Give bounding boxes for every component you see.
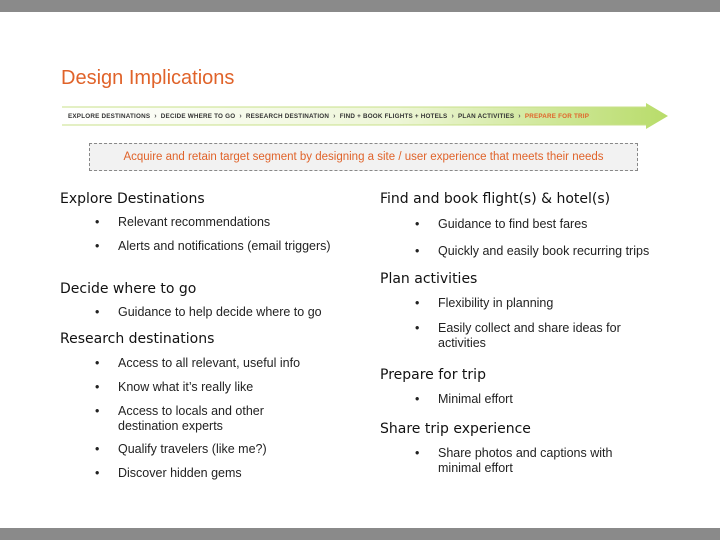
chevron-right-icon: ›	[154, 112, 157, 120]
heading-explore: Explore Destinations	[60, 191, 205, 207]
list-item: • Access to locals and other destination experts	[95, 404, 264, 433]
bottom-bar	[0, 528, 720, 540]
bullet-icon: •	[415, 244, 420, 258]
list-item: • Relevant recommendations	[95, 215, 271, 229]
section-decide	[60, 280, 360, 320]
section-plan	[380, 270, 700, 351]
section-explore	[60, 190, 360, 254]
list-share	[380, 446, 700, 476]
heading-share: Share trip experience	[380, 421, 531, 437]
list-prepare	[380, 392, 700, 407]
list-item: • Guidance to find best fares	[415, 217, 588, 231]
bullet-icon: •	[415, 296, 420, 310]
bullet-icon: •	[415, 321, 420, 335]
step-prepare: PREPARE FOR TRIP	[524, 112, 590, 120]
heading-research: Research destinations	[60, 331, 215, 347]
list-item: • Alerts and notifications (email triggers)	[95, 239, 331, 253]
list-item: • Easily collect and share ideas for activities	[415, 321, 621, 350]
step-decide: DECIDE WHERE TO GO	[160, 112, 236, 120]
bullet-icon: •	[95, 380, 100, 394]
list-item: • Share photos and captions with minimal effort	[415, 446, 613, 475]
top-bar	[0, 0, 720, 12]
section-book	[380, 190, 700, 259]
heading-prepare: Prepare for trip	[380, 367, 486, 383]
section-share	[380, 420, 700, 476]
heading-decide: Decide where to go	[60, 281, 197, 297]
step-plan: PLAN ACTIVITIES	[457, 112, 515, 120]
bullet-icon: •	[95, 466, 100, 480]
goal-text: Acquire and retain target segment by designing a site / user experience that meets their needs	[123, 151, 604, 163]
heading-plan: Plan activities	[380, 271, 478, 287]
list-item: • Flexibility in planning	[415, 296, 554, 310]
list-research	[60, 356, 360, 481]
list-item: • Know what it’s really like	[95, 380, 254, 394]
bullet-icon: •	[95, 305, 100, 319]
heading-book: Find and book flight(s) & hotel(s)	[380, 191, 611, 207]
step-research: RESEARCH DESTINATION	[245, 112, 330, 120]
bullet-icon: •	[95, 215, 100, 229]
bullet-icon: •	[95, 356, 100, 370]
chevron-right-icon: ›	[239, 112, 242, 120]
list-item: • Guidance to help decide where to go	[95, 305, 322, 319]
bullet-icon: •	[415, 446, 420, 460]
list-explore	[60, 215, 360, 254]
list-plan	[380, 296, 700, 351]
list-item: • Access to all relevant, useful info	[95, 356, 301, 370]
bullet-icon: •	[415, 392, 420, 406]
list-item: • Discover hidden gems	[95, 466, 242, 480]
bullet-icon: •	[415, 217, 420, 231]
journey-arrow	[62, 103, 668, 129]
list-decide	[60, 305, 360, 320]
chevron-right-icon: ›	[333, 112, 336, 120]
list-item: • Qualify travelers (like me?)	[95, 442, 267, 456]
section-research	[60, 330, 360, 481]
bullet-icon: •	[95, 442, 100, 456]
chevron-right-icon: ›	[451, 112, 454, 120]
list-item: • Quickly and easily book recurring trips	[415, 244, 650, 258]
step-book: FIND + BOOK FLIGHTS + HOTELS	[339, 112, 448, 120]
step-explore: EXPLORE DESTINATIONS	[68, 112, 151, 120]
slide-title: Design Implications	[61, 67, 235, 89]
bullet-icon: •	[95, 404, 100, 418]
section-prepare	[380, 366, 700, 407]
chevron-right-icon: ›	[518, 112, 521, 120]
goal-banner	[89, 143, 638, 171]
list-item: • Minimal effort	[415, 392, 513, 406]
list-book	[380, 217, 700, 259]
journey-steps	[68, 103, 589, 129]
bullet-icon: •	[95, 239, 100, 253]
